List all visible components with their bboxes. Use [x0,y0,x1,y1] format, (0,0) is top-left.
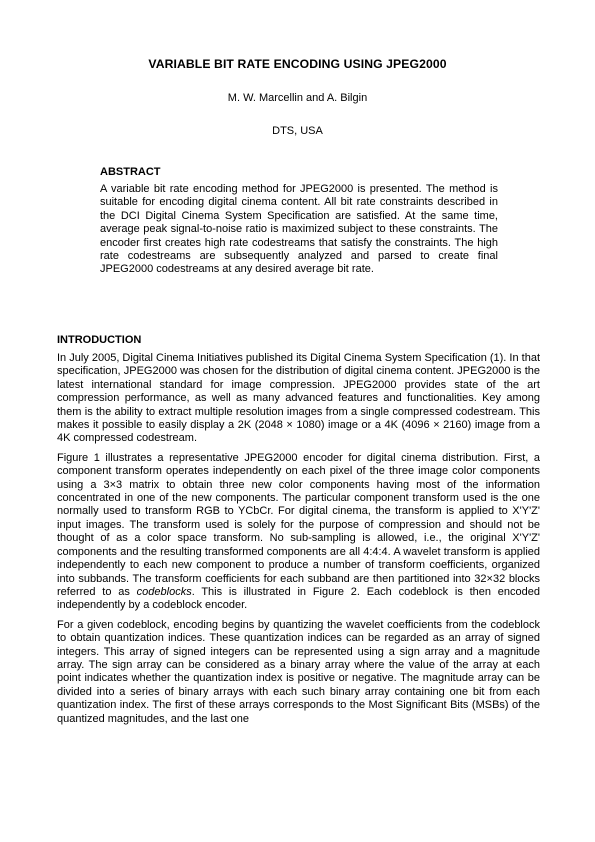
introduction-body [57,352,540,732]
abstract-heading: ABSTRACT [100,166,161,178]
intro-paragraph-1: In July 2005, Digital Cinema Initiatives published its Digital Cinema System Specification (1). In that specification, JPEG2000 was chosen for the distribution of digital cinema content. JPEG2000 is the latest international standard for image compression. JPEG2000 provides state of the art compression performance, as well as many advanced features and functionalities. Key among them is the ability to extract multiple resolution images from a single compressed codestream. This makes it possible to easily display a 2K (2048 × 1080) image or a 4K (4096 × 2160) image from a 4K compressed codestream. [57,352,541,445]
paper-title: VARIABLE BIT RATE ENCODING USING JPEG2000 [148,57,447,71]
intro-paragraph-2-end: . This is illustrated in Figure 2. Each codeblock is then encoded independently by a codeblock encoder. [57,585,541,612]
affiliation: DTS, USA [272,125,323,137]
intro-paragraph-2-text: Figure 1 illustrates a representative JPEG2000 encoder for digital cinema distribution. First, a component transform operates independently on each pixel of the three image color components using a 3×3 matrix to obtain three new color components having most of the information concentrated in one of the new components. The particular component transform used is the one normally used to transform RGB to YCbCr. For digital cinema, the transform is applied to X'Y'Z' input images. The transform used is solely for the purpose of compression and should not be thought of as a color space transform. No sub-sampling is allowed, i.e., the original X'Y'Z' components and the resulting transformed components are all 4:4:4. A wavelet transform is applied independently to each new component to produce a number of transform coefficients, organized into subbands. The transform coefficients for each subband are then partitioned into 32×32 blocks referred to as [57,451,540,598]
codeblocks-term: codeblocks [136,585,192,598]
intro-paragraph-3: For a given codeblock, encoding begins by quantizing the wavelet coefficients from the codeblock to obtain quantization indices. These quantization indices can be regarded as an array of signed integers. This array of signed integers can be represented using a sign array and a magnitude array. The sign array can be considered as a binary array where the value of the array at each point indicates whether the quantization index is positive or negative. The magnitude array can be divided into a series of binary arrays with each such binary array containing one bit from each quantization index. The first of these arrays corresponds to the Most Significant Bits (MSBs) of the quantized magnitudes, and the last one [57,618,540,725]
authors: M. W. Marcellin and A. Bilgin [227,92,368,104]
introduction-heading: INTRODUCTION [57,334,142,346]
intro-paragraph-2 [57,452,540,613]
abstract-text: A variable bit rate encoding method for JPEG2000 is presented. The method is suitable for encoding digital cinema content. All bit rate constraints described in the DCI Digital Cinema System Specification are satisfied. At the same time, average peak signal-to-noise ratio is maximized subject to these constraints. The encoder first creates high rate codestreams that satisfy the constraints. The high rate codestreams are subsequently analyzed and parsed to create final JPEG2000 codestreams at any desired average bit rate. [100,183,498,276]
